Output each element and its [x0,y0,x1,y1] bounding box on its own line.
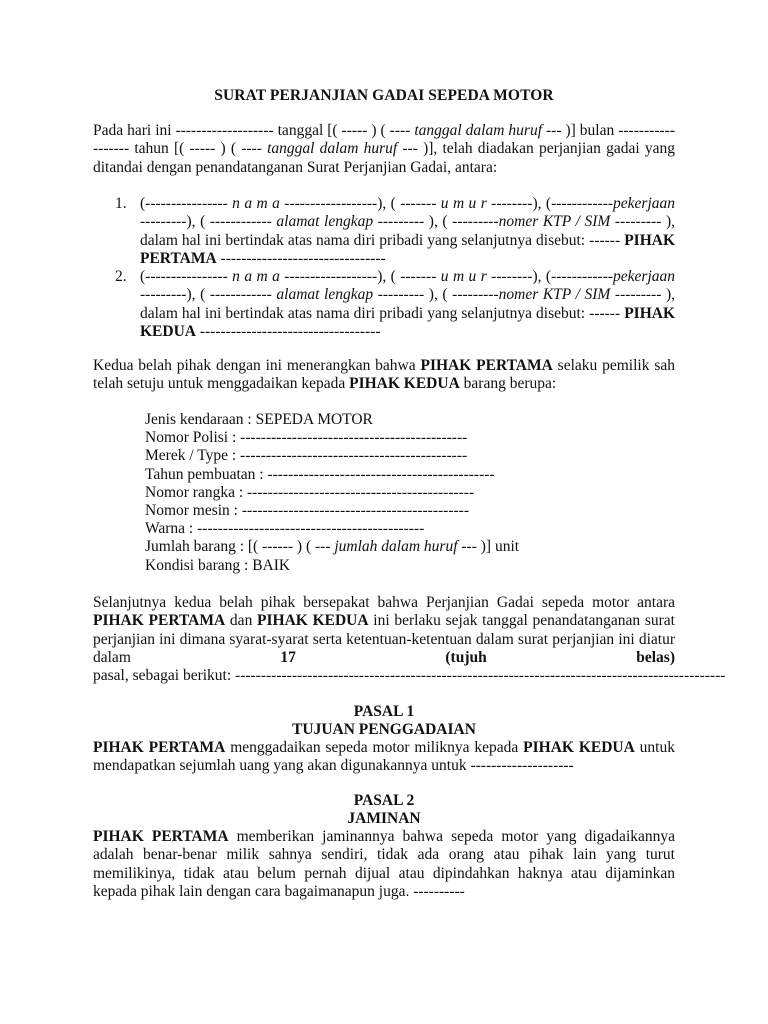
document-title: SURAT PERJANJIAN GADAI SEPEDA MOTOR [214,87,554,104]
party-text: ------------------), ( ------- [279,195,441,212]
party-text: ------------------), ( ------- [279,268,441,286]
vehicle-polisi: Nomor Polisi : -------------------------------------------- [145,429,468,447]
pasal-1-bold: PIHAK KEDUA [523,739,635,756]
party-text: --------- ), ( --------- [373,286,499,304]
party-alamat-placeholder: alamat lengkap [276,286,374,304]
party-number: 1. [115,195,127,212]
pasal-2-bold: PIHAK PERTAMA [93,828,229,845]
party-nama-placeholder: n a m a [232,268,280,286]
vehicle-jumlah [145,538,645,556]
party-text: ----------------------------------- [195,323,381,341]
party-text: ---------), ( ------------ [140,213,277,231]
party-alamat-placeholder: alamat lengkap [276,213,374,231]
statement-text: Kedua belah pihak dengan ini menerangkan bahwa [93,357,421,374]
party-nama-placeholder: n a m a [232,195,280,212]
party-pekerjaan-placeholder: pekerjaan [613,268,676,286]
party-text: (---------------- [140,268,233,286]
vehicle-details [145,411,645,575]
statement-paragraph [93,357,675,394]
opening-text-2: --- )] bulan ------------------ tahun [( ----- ) ( ---- [93,122,675,158]
statement-bold: PIHAK PERTAMA [420,357,553,374]
agreement-text: pasal, sebagai berikut: ----------------------------------------------------------------------------------------------- [93,667,726,685]
agreement-bold: 17 (tujuh belas) [280,648,675,666]
party-text: --------- ), ( --------- [373,213,499,231]
party-label-kedua: PIHAK KEDUA [140,304,675,341]
vehicle-merek: Merek / Type : -------------------------------------------- [145,447,468,465]
vehicle-jenis: Jenis kendaraan : SEPEDA MOTOR [145,411,373,428]
pasal-2-number: PASAL 2 [353,792,415,809]
party-number: 2. [115,268,127,286]
party-item-1 [93,195,675,268]
opening-text-3: --- )], telah diadakan perjanjian gadai yang ditandai dengan penandatanganan Surat Perjanjian Gadai, antara: [93,140,676,176]
opening-paragraph [93,122,675,177]
party-umur-placeholder: u m u r [440,268,487,286]
party-text: (---------------- [140,195,233,212]
agreement-bold: PIHAK PERTAMA [93,612,226,630]
statement-bold: PIHAK KEDUA [349,375,460,393]
agreement-text: dan [225,612,258,630]
pasal-2-text: memberikan jaminannya bahwa sepeda motor yang digadaikannya adalah benar-benar milik sahnya sendiri, tidak ada orang atau pihak lain yang turut memilikinya, tidak atau belum pernah dijual atau dipindahkan haknya atau dijaminkan kepada pihak lain dengan cara bagaimanapun juga. ---------- [93,828,676,900]
pasal-2-heading: JAMINAN [347,810,421,827]
vehicle-tahun: Tahun pembuatan : -------------------------------------------- [145,465,495,483]
pasal-1-number: PASAL 1 [353,703,415,720]
agreement-text: Selanjutnya kedua belah pihak bersepakat bahwa Perjanjian Gadai sepeda motor antara [93,594,675,611]
party-text: --------- ), dalam hal ini bertindak atas nama diri pribadi yang selanjutnya disebut: ------ [140,286,676,322]
vehicle-rangka: Nomor rangka : -------------------------------------------- [145,483,475,501]
pasal-2-body [93,828,675,901]
party-text: --------), (------------ [486,195,614,212]
pasal-1-bold: PIHAK PERTAMA [93,739,226,756]
party-label-pertama: PIHAK PERTAMA [140,231,675,267]
vehicle-kondisi: Kondisi barang : BAIK [145,556,291,574]
party-text: --------), (------------ [486,268,614,286]
opening-text-1: Pada hari ini ------------------- tanggal [( ----- ) ( ---- [93,122,415,139]
pasal-1-heading: TUJUAN PENGGADAIAN [292,721,476,738]
jumlah-text: --- )] unit [457,538,520,556]
jumlah-text: Jumlah barang : [( ------ ) ( --- [145,538,335,556]
parties-list [93,195,675,341]
agreement-paragraph [93,594,726,685]
pasal-1-text: untuk mendapatkan sejumlah uang yang akan digunakannya untuk -------------------- [93,739,675,775]
party-item-2 [93,268,675,341]
party-ktp-placeholder: nomer KTP / SIM [498,286,611,304]
party-ktp-placeholder: nomer KTP / SIM [498,213,611,231]
party-umur-placeholder: u m u r [440,195,487,212]
pasal-1-text: menggadaikan sepeda motor miliknya kepada [225,739,524,756]
statement-text: selaku pemilik sah telah setuju untuk menggadaikan kepada [93,357,675,393]
party-text: --------- ), dalam hal ini bertindak atas nama diri pribadi yang selanjutnya disebut: ------ [140,213,676,249]
opening-italic-1: tanggal dalam huruf [414,122,542,139]
opening-italic-2: tanggal dalam huruf [267,140,398,158]
agreement-bold: PIHAK KEDUA [257,612,369,630]
vehicle-mesin: Nomor mesin : -------------------------------------------- [145,502,469,520]
party-text: ---------), ( ------------ [140,286,277,304]
pasal-1-body [93,739,675,776]
agreement-text: ini berlaku sejak tanggal penandatanganan surat perjanjian ini dimana syarat-syarat serta ketentuan-ketentuan dalam surat perjanjian ini diatur dalam [93,612,675,666]
statement-text: barang berupa: [459,375,557,393]
party-pekerjaan-placeholder: pekerjaan [613,195,676,212]
party-text: -------------------------------- [216,249,386,267]
jumlah-italic: jumlah dalam huruf [334,538,458,556]
vehicle-warna: Warna : -------------------------------------------- [145,520,425,538]
